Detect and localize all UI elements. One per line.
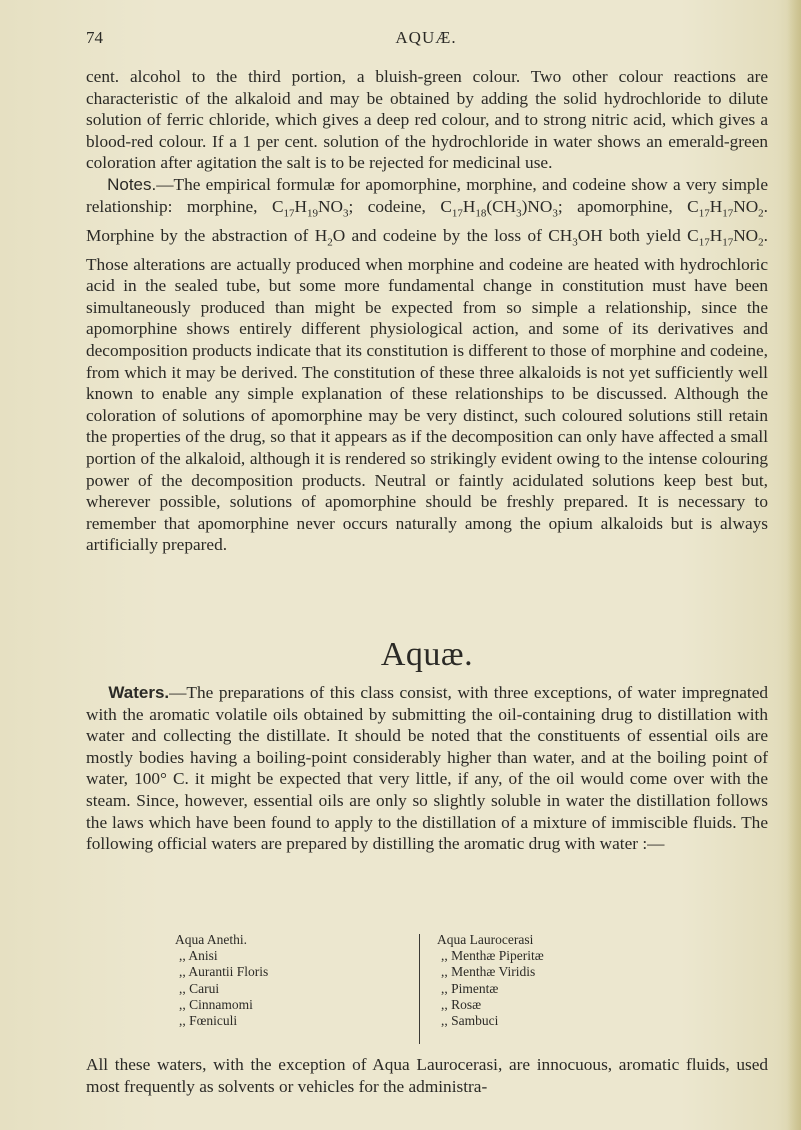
waters-list-left (175, 932, 375, 1029)
formula-codeine: $_{17}H_{18}(CH_3)NO_3$ (451, 196, 558, 220)
page-header (86, 28, 766, 52)
formula-apomorphine: $_{17}H_{17}NO_2$ (698, 196, 764, 220)
notes-text: O and codeine by the loss of CH (332, 225, 573, 245)
intro-paragraph: cent. alcohol to the third portion, a bluish-green colour. Two other colour reactions are characteristic of the alkaloid and may be obtained by adding the solid hydrochloride to dilute solution of ferric chloride, which gives a deep red colour, and to strong nitric acid, which gives a blood-red colour. If a 1 per cent. solution of the hydrochloride in water shows an emerald-green coloration after agitation the salt is to be rejected for medicinal use. (86, 67, 768, 173)
body-text-top (86, 66, 768, 556)
notes-heading: Notes. (107, 174, 157, 194)
list-item: ,, Fœniculi (179, 1013, 238, 1029)
list-item: ,, Sambuci (441, 1013, 499, 1029)
list-item: Aqua Laurocerasi (437, 932, 534, 947)
waters-text: —The preparations of this class consist, with three exceptions, of water impregnated with the aromatic volatile oils obtained by submitting the oil-containing drug to distillation with water and collecting the distillate. It should be noted that the constituents of essential oils are mostly bodies having a boiling-point considerably higher than water, and at the boiling point of water, 100° C. it might be expected that very little, if any, of the oil would come over with the steam. Since, however, essential oils are only so slightly soluble in water the distillation follows the laws which have been found to apply to the distillation of a mixture of immiscible fluids. The following official waters are prepared by distilling the aromatic drug with water :— (86, 683, 769, 854)
notes-text: . Those alterations are actually produced when morphine and codeine are heated with hydrochloric acid in the sealed tube, but some more fundamental change in constitution must have been simultaneously produced than might be expected from so simple a relationship, since the apomorphine shows entirely different physiological action, and some of its derivatives and decomposition products indicate that its constitution is different to those of morphine and codeine, from which it may be derived. The constitution of these three alkaloids is not yet sufficiently well known to enable any simple explanation of these relationships to be discussed. Although the coloration of solutions of apomorphine may be very distinct, such coloured solutions still retain the properties of the drug, so that it appears as if the decomposition can only have affected a small portion of the alkaloid, although it is rendered so strikingly evident owing to the intense colouring power of the decomposition products. Neutral or faintly acidulated solutions keep best but, wherever possible, solutions of apomorphine should be freshly prepared. It is necessary to remember that apomorphine never occurs naturally among the opium alkaloids but is always artificially prepared. (86, 225, 768, 555)
list-item: ,, Cinnamomi (179, 996, 253, 1012)
notes-paragraph (86, 174, 768, 556)
list-item: ,, Carui (179, 980, 220, 996)
formula-morphine: $_{17}H_{19}NO_3$ (283, 196, 349, 220)
waters-list (175, 932, 645, 1052)
list-item: ,, Pimentæ (441, 980, 499, 996)
formula-yield: $_{17}H_{17}NO_2$ (698, 225, 764, 249)
body-text-closing (86, 1054, 768, 1097)
list-item: ,, Rosæ (441, 996, 482, 1012)
notes-text: ; apomorphine, C (557, 196, 699, 216)
notes-text: OH both yield C (577, 225, 699, 245)
list-item: ,, Aurantii Floris (179, 964, 269, 980)
body-text-waters (86, 682, 768, 855)
waters-heading: Waters. (108, 683, 170, 702)
list-item: ,, Anisi (179, 948, 218, 964)
notes-text: ; codeine, C (348, 196, 452, 216)
formula-methanol: 3 (572, 236, 578, 249)
notes-text: . Morphine by the abstraction of H (86, 196, 768, 245)
page-edge-shadow (787, 0, 801, 1130)
list-item: Aqua Anethi. (175, 932, 247, 947)
waters-paragraph (86, 682, 768, 855)
formula-water: 2 (327, 236, 333, 249)
notes-text: —The empirical formulæ for apomorphine, morphine, and codeine show a very simple relationship: morphine, C (86, 174, 769, 216)
list-item: ,, Menthæ Viridis (441, 964, 536, 980)
waters-list-right (437, 932, 647, 1029)
section-title: Aquæ. (380, 636, 474, 673)
column-divider (419, 934, 420, 1044)
page-number: 74 (86, 28, 103, 47)
running-head: AQUÆ. (395, 28, 457, 47)
list-item: ,, Menthæ Piperitæ (441, 948, 544, 964)
closing-paragraph: All these waters, with the exception of Aqua Laurocerasi, are innocuous, aromatic fluids, used most frequently as solvents or vehicles for the administra- (86, 1055, 768, 1096)
